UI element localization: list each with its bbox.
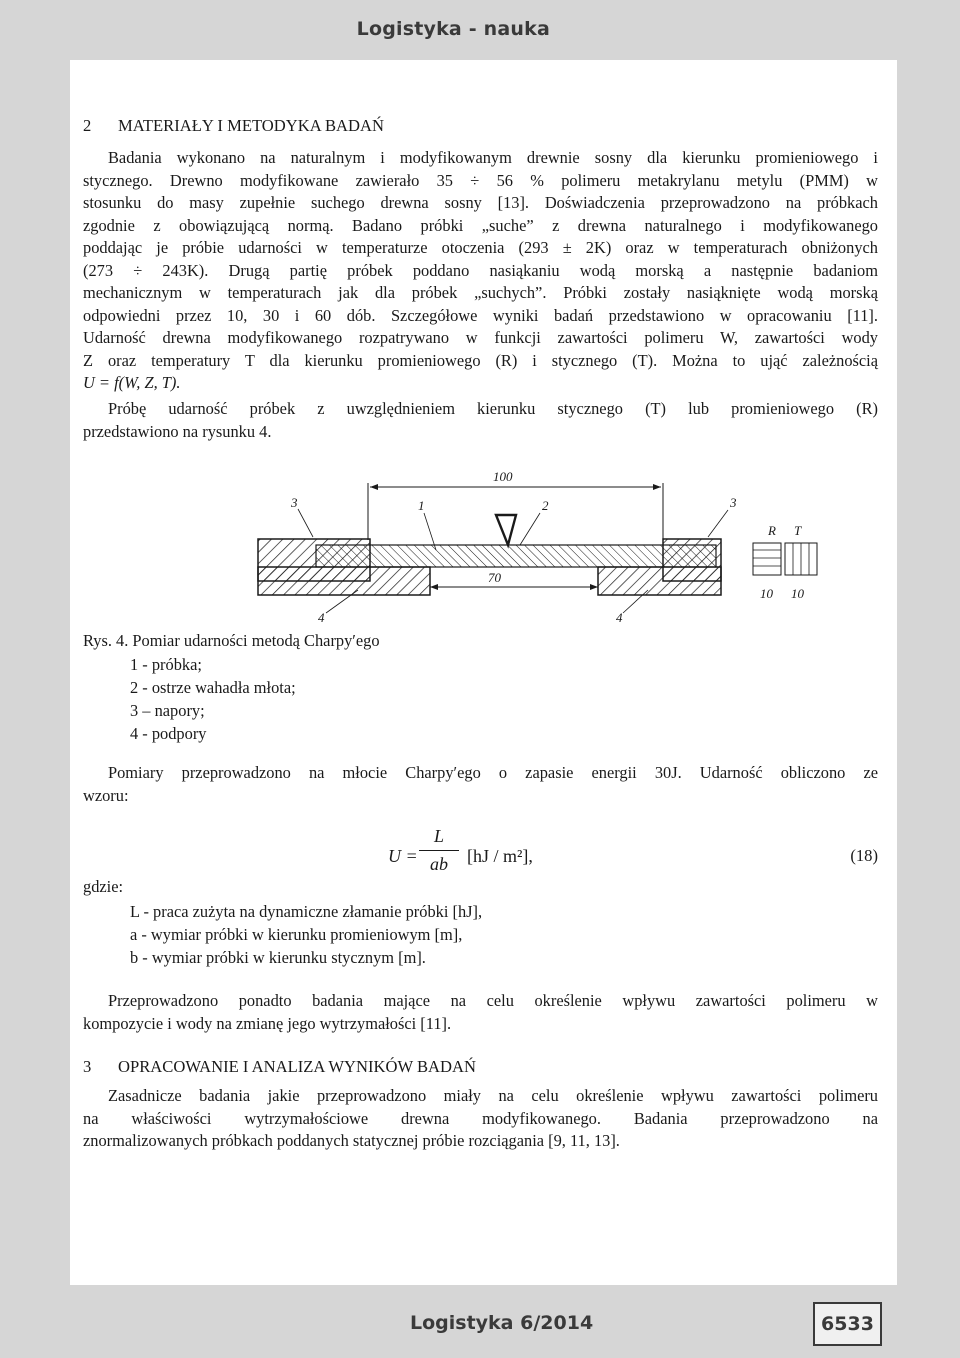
paragraph-1 <box>83 147 878 395</box>
text-line: kompozycie i wody na zmianę jego wytrzymałości [11]. <box>83 1013 452 1033</box>
text-line: znormalizowanych próbkach poddanych statycznej próbie rozciągania [9, 11, 13]. <box>83 1131 620 1150</box>
arrow-icon <box>370 484 378 490</box>
pendulum-blade-icon <box>496 515 516 545</box>
where-intro: gdzie: <box>83 877 124 896</box>
legend-item: 2 - ostrze wahadła młota; <box>130 678 296 697</box>
label-4-left: 4 <box>318 610 325 625</box>
formula-18 <box>83 825 878 885</box>
journal-issue: Logistyka 6/2014 <box>410 1312 594 1334</box>
section-2-title: MATERIAŁY I METODYKA BADAŃ <box>118 116 384 135</box>
journal-header: Logistyka - nauka <box>356 18 550 40</box>
left-base <box>258 567 430 595</box>
text-line: (273 ÷ 243K). Drugą partię próbek poddano nasiąkaniu wodą morską a następnie badaniom <box>83 260 878 280</box>
arrow-icon <box>590 584 598 590</box>
text-line: Udarność drewna modyfikowanego rozpatrywano w funkcji zawartości polimeru W, zawartości wody <box>83 328 878 347</box>
page <box>70 60 897 1285</box>
where-item: a - wymiar próbki w kierunku promieniowym [m], <box>130 925 463 944</box>
where-item: b - wymiar próbki w kierunku stycznym [m]. <box>130 948 426 967</box>
text-line: Zasadnicze badania jakie przeprowadzono miały na celu określenie wpływu zawartości polimeru <box>108 1086 878 1105</box>
dim-label-T: 10 <box>791 586 804 601</box>
text-line: odpowiedni przez 10, 30 i 60 dób. Szczegółowe wyniki badań przedstawiono w opracowaniu [11]. <box>83 305 878 325</box>
page-number: 6533 <box>813 1302 882 1346</box>
label-4-right: 4 <box>616 610 623 625</box>
section-2-number: 2 <box>83 116 92 135</box>
legend-item: 4 - podpory <box>130 724 207 743</box>
text-line: Z oraz temperatury T dla kierunku promieniowego (R) i stycznego (T). Można to ująć zależnością <box>83 350 878 370</box>
legend-item: 3 – napory; <box>130 701 205 720</box>
text-line: przedstawiono na rysunku 4. <box>83 421 272 441</box>
paragraph-5 <box>83 1085 878 1153</box>
section-3-number: 3 <box>83 1057 92 1076</box>
text-line: stosunku do masy zupełnie suchego drewna sosny [13]. Doświadczenia przeprowadzono na próbkach <box>83 193 878 212</box>
label-2: 2 <box>542 498 549 513</box>
label-T: T <box>794 523 802 538</box>
formula-numerator: L <box>433 826 444 846</box>
where-item: L - praca zużyta na dynamiczne złamanie próbki [hJ], <box>130 902 483 921</box>
legend-item: 1 - próbka; <box>130 655 202 674</box>
section-3-title: OPRACOWANIE I ANALIZA WYNIKÓW BADAŃ <box>118 1057 476 1076</box>
dim-label-R: 10 <box>760 586 773 601</box>
label-3-right: 3 <box>730 495 737 510</box>
formula-line: U = f(W, Z, T). <box>83 373 181 392</box>
dim-label-70: 70 <box>488 570 501 585</box>
arrow-icon <box>653 484 661 490</box>
text-line: stycznego. Drewno modyfikowane zawierało 35 ÷ 56 % polimeru metakrylanu metylu (PMM) w <box>83 170 878 190</box>
formula-fraction <box>419 825 459 875</box>
fraction-bar <box>419 850 459 851</box>
cross-section-T-detail <box>783 538 843 608</box>
paragraph-3 <box>83 762 878 807</box>
leader-line <box>520 513 540 545</box>
leader-line <box>708 510 728 537</box>
text-line: na właściwości wytrzymałościowe drewna modyfikowanego. Badania przeprowadzono na <box>83 1108 878 1128</box>
text-line: mechanicznym w temperaturach jak dla próbek „suchych”. Próbki zostały nasiąknięte wodą morską <box>83 283 878 302</box>
text-line: wzoru: <box>83 785 129 805</box>
text-line: Pomiary przeprowadzono na młocie Charpy′ego o zapasie energii 30J. Udarność obliczono ze <box>108 763 878 782</box>
arrow-icon <box>430 584 438 590</box>
right-base <box>598 567 721 595</box>
leader-line <box>298 509 313 537</box>
paragraph-2 <box>83 398 878 443</box>
label-R: R <box>768 523 776 538</box>
text-line: Badania wykonano na naturalnym i modyfikowanym drewnie sosny dla kierunku promieniowego i <box>108 148 878 167</box>
charpy-figure <box>198 465 802 625</box>
text-line: poddając je próbie udarności w temperaturze otoczenia (293 ± 2K) oraz w temperaturach obniżonych <box>83 238 878 257</box>
label-3-left: 3 <box>291 495 298 510</box>
text-line: zgodnie z obowiązującą normą. Badano próbki „suche” z drewna naturalnego i modyfikowanego <box>83 215 878 235</box>
sample-bar <box>316 545 716 567</box>
cross-section-R <box>753 543 781 575</box>
equation-number: (18) <box>850 846 878 865</box>
text-line: Przeprowadzono ponadto badania mające na celu określenie wpływu zawartości polimeru w <box>108 991 878 1010</box>
text-line: Próbę udarność próbek z uwzględnieniem kierunku stycznego (T) lub promieniowego (R) <box>108 399 878 418</box>
formula-denominator: ab <box>430 853 448 874</box>
dim-label-100: 100 <box>493 469 513 484</box>
figure-caption: Rys. 4. Pomiar udarności metodą Charpy′ego <box>83 631 380 650</box>
charpy-diagram <box>198 465 802 625</box>
paragraph-4 <box>83 990 878 1035</box>
formula-unit: [hJ / m²], <box>467 846 533 866</box>
label-1: 1 <box>418 498 425 513</box>
formula-lhs: U = <box>388 846 418 866</box>
